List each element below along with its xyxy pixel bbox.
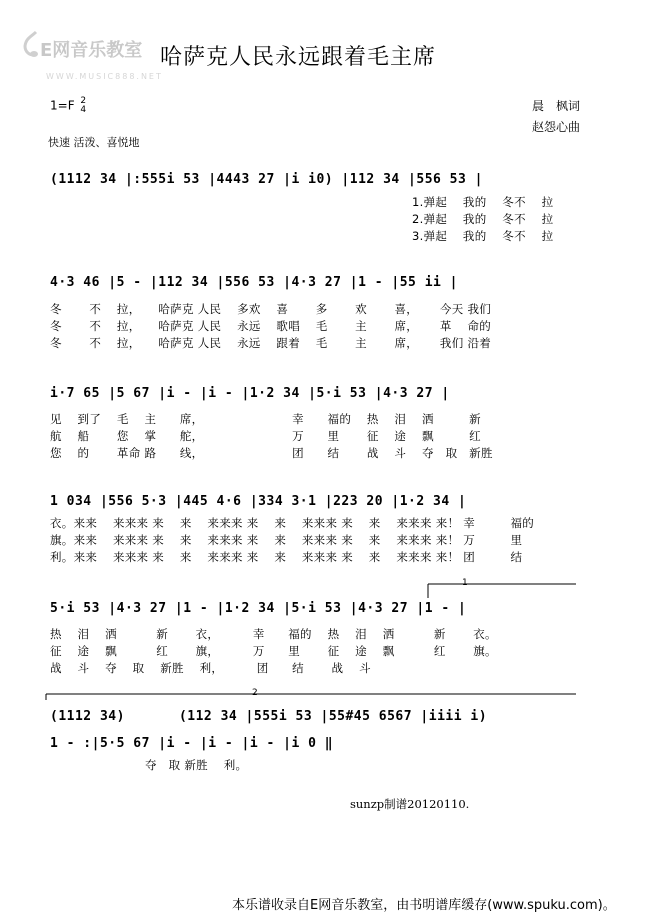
lyric-1-verse-2: 2.弹起 我的 冬不 拉 — [412, 212, 554, 226]
transcriber-credit: sunzp制谱20120110. — [350, 797, 470, 811]
notation-line-2: 4·3 46 |5 - |112 34 |556 53 |4·3 27 |1 - |55 ii | — [50, 275, 459, 290]
watermark-brand: E网音乐教室 — [40, 40, 143, 61]
song-title: 哈萨克人民永远跟着毛主席 — [160, 45, 437, 70]
notation-line-7: 1 - :|5·5 67 |i - |i - |i - |i 0 ‖ — [50, 736, 334, 751]
lyric-5-verse-2: 征 途 飘 红 旗， 万 里 征 途 飘 红 旗。 — [50, 644, 497, 658]
watermark-url: WWW.MUSIC888.NET — [46, 72, 163, 81]
lyric-5-verse-3: 战 斗 夺 取 新胜 利， 团 结 战 斗 — [50, 661, 371, 675]
notation-line-4: 1 034 |556 5·3 |445 4·6 |334 3·1 |223 20 |1·2 34 | — [50, 494, 467, 509]
lyric-2-verse-2: 冬 不 拉， 哈萨克 人民 永远 歌唱 毛 主 席， 革 命的 — [50, 319, 492, 333]
lyric-4-verse-1: 衣。来来 来来来 来 来 来来来 来 来 来来来 来 来 来来来 来！ 幸 福的 — [50, 516, 535, 530]
lyric-3-verse-2: 航 船 您 掌 舵， 万 里 征 途 飘 红 — [50, 429, 481, 443]
volta-1-label: 1 — [462, 578, 468, 588]
lyric-4-verse-3: 利。来来 来来来 来 来 来来来 来 来 来来来 来 来 来来来 来！ 团 结 — [50, 550, 523, 564]
volta-2-label: 2 — [252, 688, 258, 698]
lyric-3-verse-3: 您 的 革命 路 线， 团 结 战 斗 夺 取 新胜 — [50, 446, 493, 460]
lyric-3-verse-1: 见 到了 毛 主 席， 幸 福的 热 泪 洒 新 — [50, 412, 481, 426]
notation-line-1: (1112 34 |:555i 53 |4443 27 |i i0) |112 34 |556 53 | — [50, 172, 483, 187]
key-label: 1=F — [50, 98, 75, 113]
lyric-2-verse-3: 冬 不 拉， 哈萨克 人民 永远 跟着 毛 主 席， 我们 沿着 — [50, 336, 492, 350]
lyric-5-verse-1: 热 泪 洒 新 衣， 幸 福的 热 泪 洒 新 衣。 — [50, 627, 497, 641]
lyric-2-verse-1: 冬 不 拉， 哈萨克 人民 多欢 喜 多 欢 喜， 今天 我们 — [50, 302, 492, 316]
time-signature: 2 4 — [80, 96, 87, 115]
composer: 赵怨心曲 — [532, 120, 581, 134]
notation-line-5: 5·i 53 |4·3 27 |1 - |1·2 34 |5·i 53 |4·3 27 |1 - | — [50, 601, 467, 616]
notation-line-3: i·7 65 |5 67 |i - |i - |1·2 34 |5·i 53 |4·3 27 | — [50, 386, 450, 401]
footer-source: 本乐谱收录自E网音乐教室，由书明谱库缓存(www.spuku.com)。 — [232, 898, 616, 913]
lyric-1-verse-3: 3.弹起 我的 冬不 拉 — [412, 229, 554, 243]
lyric-7-verse-1: 夺 取 新胜 利。 — [145, 758, 248, 772]
lyric-1-verse-1: 1.弹起 我的 冬不 拉 — [412, 195, 554, 209]
lyricist: 晨 枫词 — [532, 99, 581, 113]
notation-line-6: (1112 34) (112 34 |555i 53 |55#45 6567 |iiii i) — [50, 709, 488, 724]
tempo-marking: 快速 活泼、喜悦地 — [48, 136, 140, 149]
lyric-4-verse-2: 旗。来来 来来来 来 来 来来来 来 来 来来来 来 来 来来来 来！ 万 里 — [50, 533, 523, 547]
